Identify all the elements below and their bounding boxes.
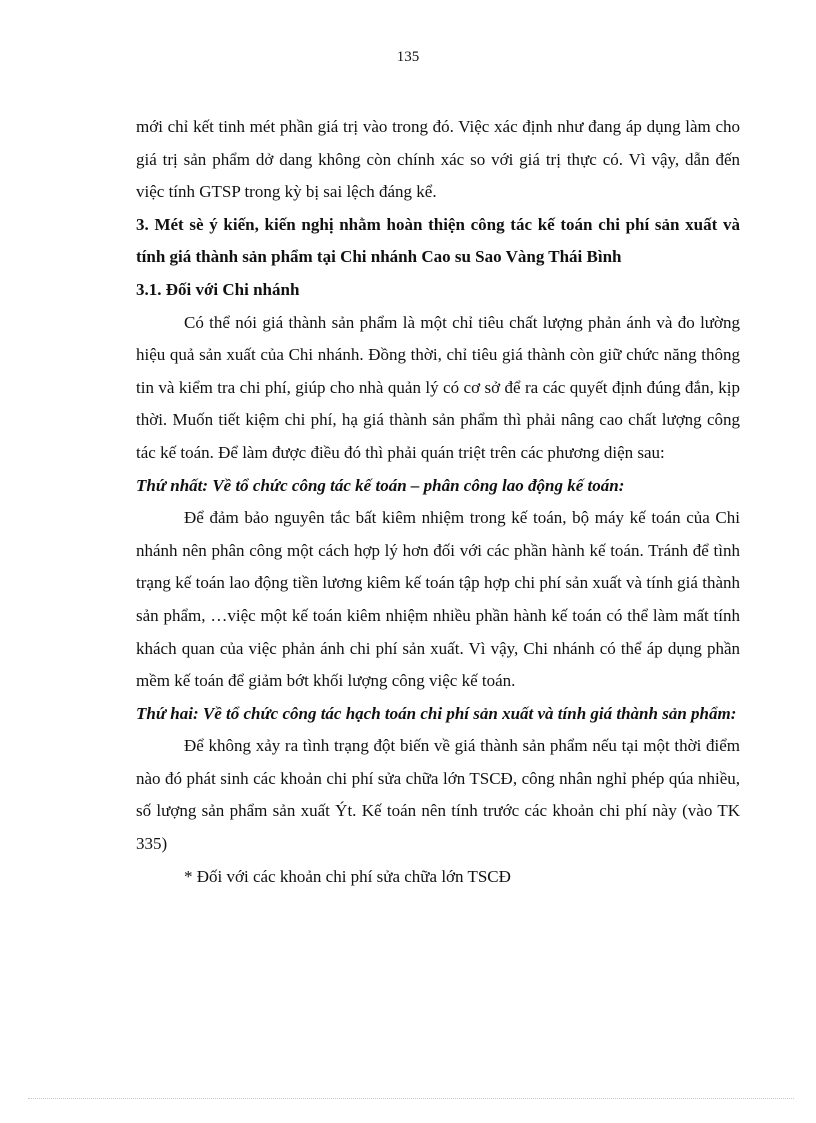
page-number: 135 [396, 49, 420, 65]
section-heading-3: 3. Mét sè ý kiến, kiến nghị nhằm hoàn thiện công tác kế toán chi phí sản xuất và tính giá thành sản phẩm tại Chi nhánh Cao su Sao Vàng Thái Bình [136, 214, 740, 267]
bottom-divider [28, 1098, 794, 1099]
paragraph-second: Để không xảy ra tình trạng đột biến về giá thành sản phẩm nếu tại một thời điểm nào đó phát sinh các khoản chi phí sửa chữa lớn TSCĐ, công nhân nghỉ phép qúa nhiều, số lượng sản phẩm sản xuất Ýt. Kế toán nên tính trước các khoản chi phí này (vào TK 335) [136, 736, 740, 854]
paragraph-intro: Có thể nói giá thành sản phẩm là một chỉ tiêu chất lượng phản ánh và đo lường hiệu quả sản xuất của Chi nhánh. Đồng thời, chỉ tiêu giá thành còn giữ chức năng thông tin và kiểm tra chi phí, giúp cho nhà quản lý có cơ sở để ra các quyết định đúng đắn, kịp thời. Muốn tiết kiệm chi phí, hạ giá thành sản phẩm thì phải nâng cao chất lượng công tác kế toán. Để làm được điều đó thì phải quán triệt trên các phương diện sau: [136, 312, 740, 462]
subheading-second: Thứ hai: Về tổ chức công tác hạch toán chi phí sản xuất và tính giá thành sản phẩm: [136, 703, 737, 723]
section-heading-3-1: 3.1. Đối với Chi nhánh [136, 279, 300, 299]
document-body [136, 111, 740, 893]
paragraph-continuation: mới chỉ kết tinh mét phần giá trị vào trong đó. Việc xác định như đang áp dụng làm cho giá trị sản phẩm dở dang không còn chính xác so với giá trị thực có. Vì vậy, dẫn đến việc tính GTSP trong kỳ bị sai lệch đáng kể. [136, 117, 740, 202]
subheading-first: Thứ nhất: Về tổ chức công tác kế toán – phân công lao động kế toán: [136, 475, 625, 495]
bullet-item: * Đối với các khoản chi phí sửa chữa lớn TSCĐ [184, 866, 511, 886]
paragraph-first: Để đảm bảo nguyên tắc bất kiêm nhiệm trong kế toán, bộ máy kế toán của Chi nhánh nên phân công một cách hợp lý hơn đối với các phần hành kế toán. Tránh để tình trạng kế toán lao động tiền lương kiêm kế toán tập hợp chi phí sản xuất và tính giá thành sản phẩm, …việc một kế toán kiêm nhiệm nhiều phần hành kế toán có thể làm mất tính khách quan của việc phản ánh chi phí sản xuất. Vì vậy, Chi nhánh có thể áp dụng phần mềm kế toán để giảm bớt khối lượng công việc kế toán. [136, 508, 740, 691]
